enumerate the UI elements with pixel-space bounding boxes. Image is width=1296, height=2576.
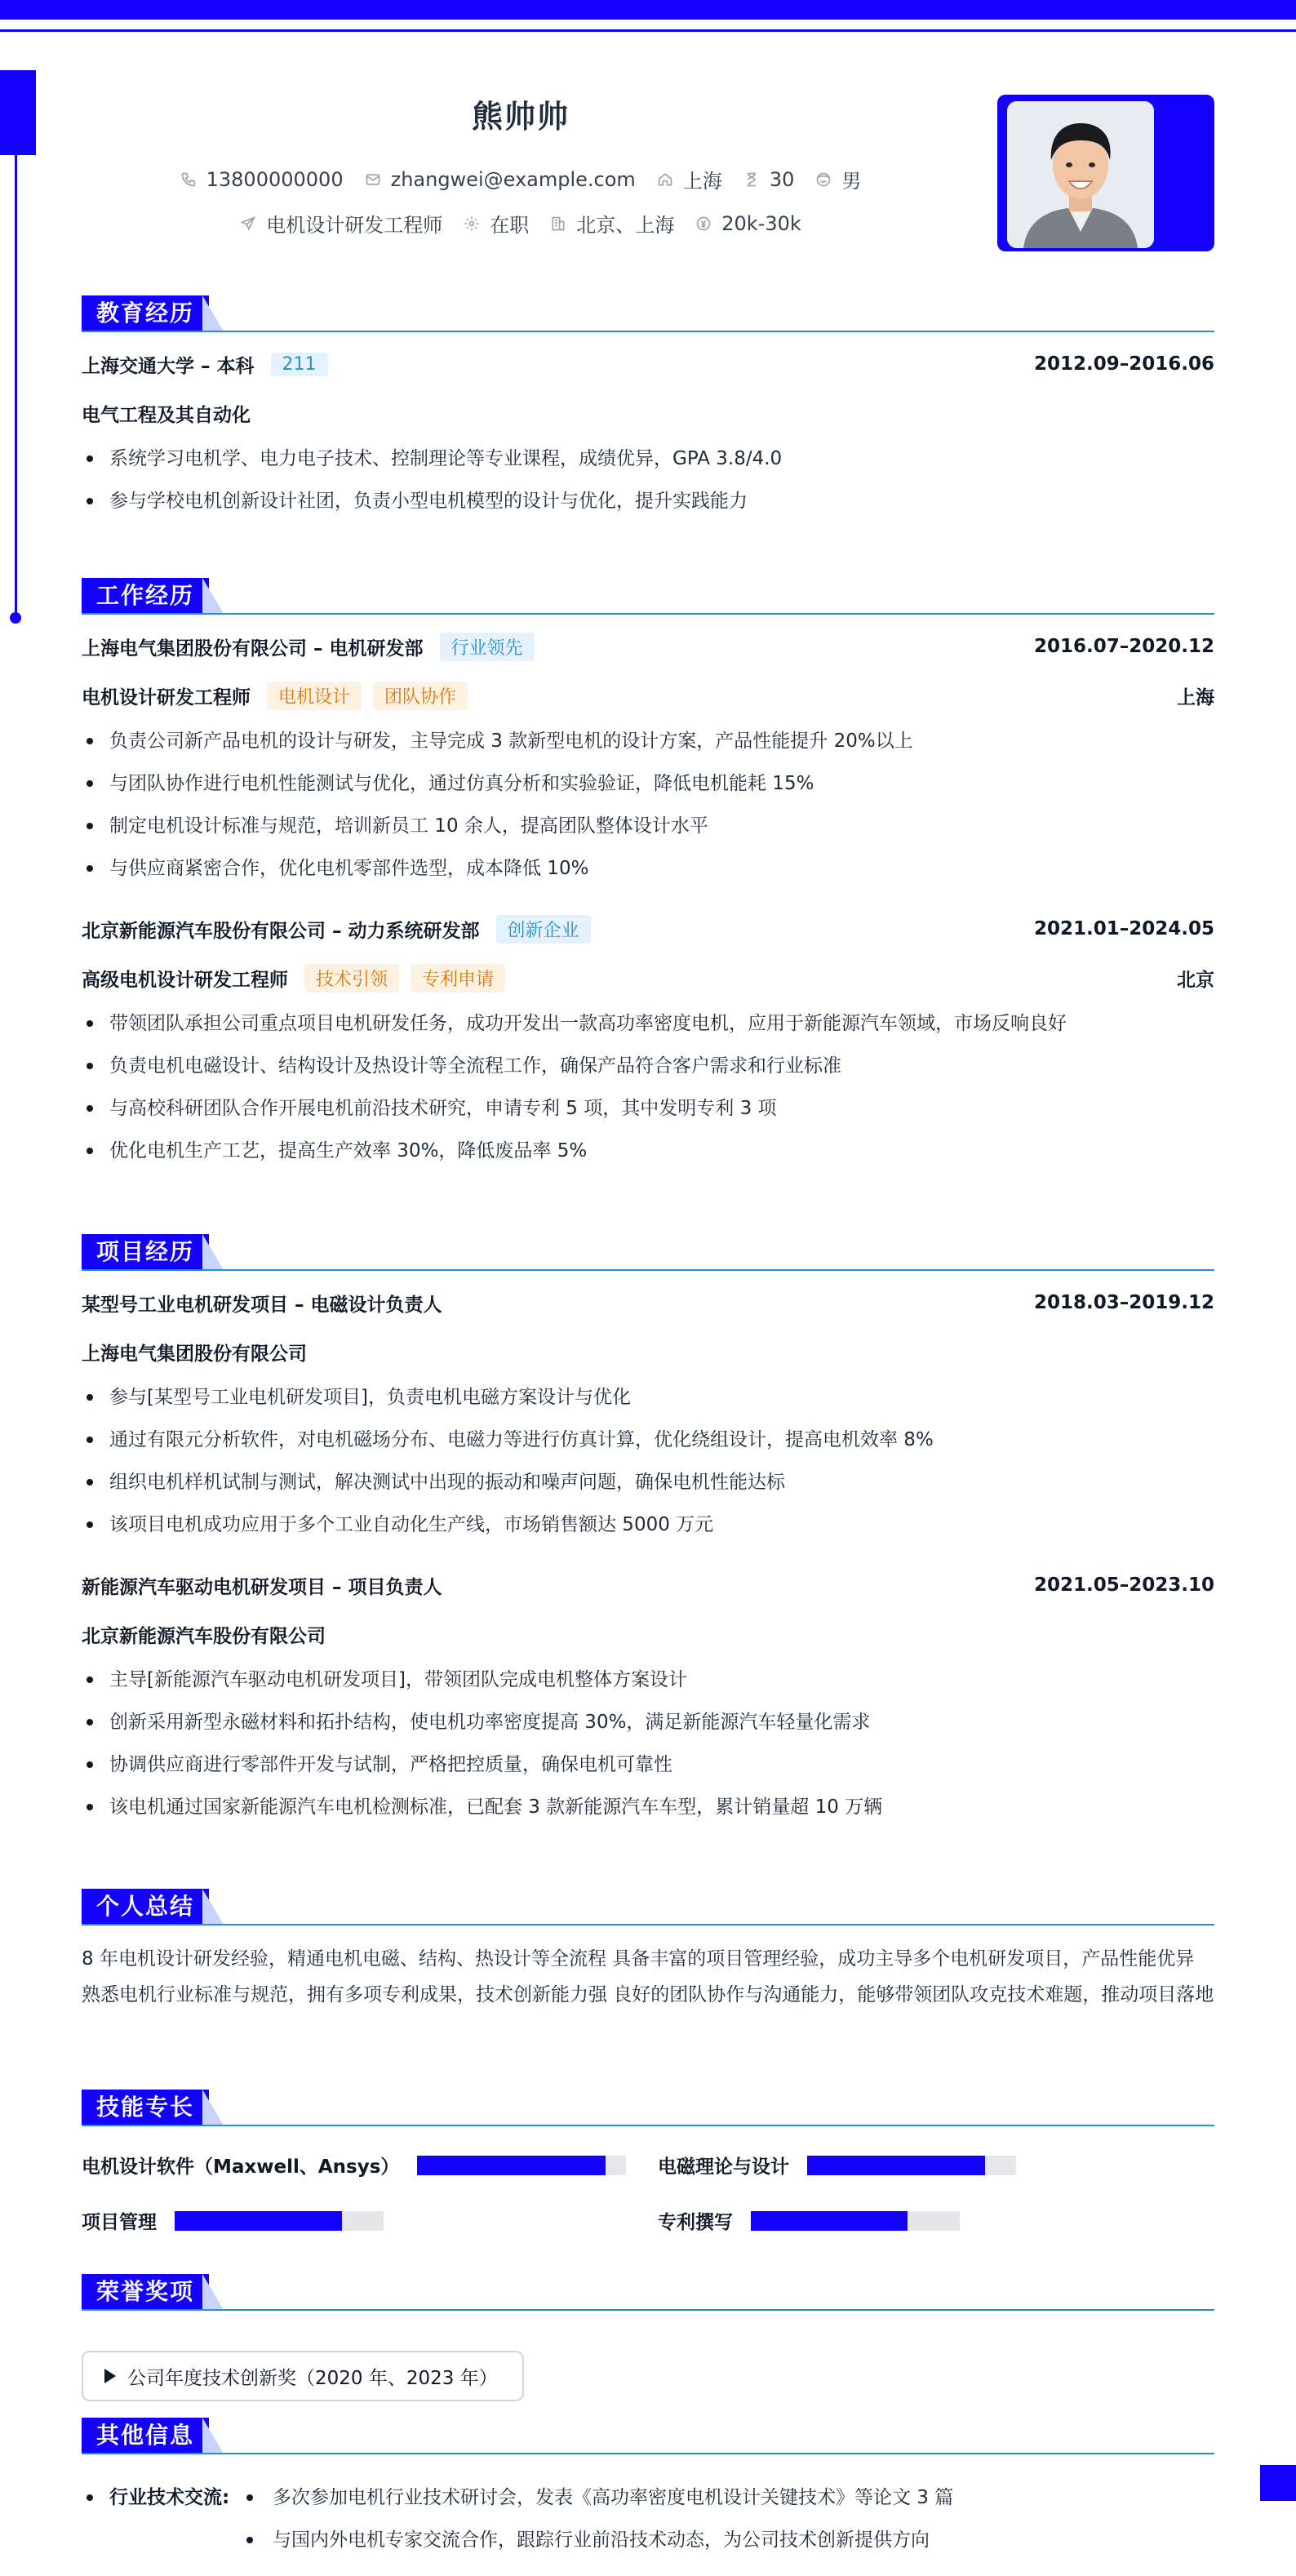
list-item: 与供应商紧密合作，优化电机零部件选型，成本降低 10% (82, 847, 1214, 890)
contact-position (240, 209, 442, 238)
phone-icon (180, 171, 197, 188)
skill-bar (417, 2156, 626, 2175)
list-item: 系统学习电机学、电力电子技术、控制理论等专业课程，成绩优异，GPA 3.8/4.0 (82, 437, 1214, 480)
resume-header (82, 0, 1214, 278)
skill-item (658, 2152, 1016, 2178)
list-item: 负责公司新产品电机的设计与研发，主导完成 3 款新型电机的设计方案，产品性能提升 20%以上 (82, 720, 1214, 762)
section-title-tab (202, 1889, 224, 1925)
skill-item (82, 2207, 384, 2234)
email-text: zhangwei@example.com (390, 167, 636, 191)
role-tag: 专利申请 (411, 964, 505, 993)
section-honors (82, 2274, 1214, 2389)
project-date: 2021.05–2023.10 (1033, 1574, 1214, 1596)
section-divider (82, 1924, 1214, 1925)
age-text: 30 (769, 167, 795, 191)
award-text: 公司年度技术创新奖（2020 年、2023 年） (127, 2367, 498, 2389)
gear-icon (464, 215, 480, 232)
education-date: 2012.09–2016.06 (1033, 353, 1214, 375)
school-name: 上海交通大学 – 本科 (82, 355, 255, 377)
major-name: 电气工程及其自动化 (82, 404, 251, 426)
job-role-row (82, 953, 1214, 1002)
section-header (82, 1889, 1214, 1926)
section-title: 项目经历 (82, 1234, 209, 1270)
job-date: 2016.07–2020.12 (1033, 636, 1214, 657)
mail-icon (365, 171, 381, 188)
section-divider (82, 331, 1214, 332)
contact-city (550, 209, 674, 238)
section-education (82, 295, 1214, 522)
section-header (82, 2418, 1214, 2455)
skill-bar-fill (807, 2156, 985, 2175)
contact-email (365, 165, 636, 193)
project-company-row (82, 1610, 1214, 1659)
skill-item (658, 2207, 960, 2234)
job-company-row (82, 622, 1214, 671)
contact-status (464, 209, 529, 238)
section-title-tab (202, 1234, 224, 1270)
other-info (82, 2455, 1214, 2561)
project-row (82, 1278, 1214, 1327)
other-info-item (82, 2476, 1214, 2561)
list-item: 该项目电机成功应用于多个工业自动化生产线，市场销售额达 5000 万元 (82, 1503, 1214, 1546)
contact-gender (815, 165, 861, 193)
section-title: 个人总结 (82, 1889, 209, 1925)
skill-bar-fill (417, 2156, 605, 2175)
section-divider (82, 613, 1214, 615)
project-row (82, 1561, 1214, 1610)
job-role-row (82, 671, 1214, 720)
skill-bar (751, 2211, 960, 2231)
skill-name: 电机设计软件（Maxwell、Ansys） (82, 2156, 400, 2178)
section-title: 荣誉奖项 (82, 2274, 209, 2310)
company-name: 北京新能源汽车股份有限公司 – 动力系统研发部 (82, 920, 480, 942)
city-text: 北京、上海 (576, 214, 675, 237)
list-item: 协调供应商进行零部件开发与试制，严格把控质量，确保电机可靠性 (82, 1743, 1214, 1786)
skill-bar (807, 2156, 1016, 2175)
education-bullets (82, 437, 1214, 522)
side-accent-line (15, 155, 17, 617)
project-bullets (82, 1376, 1214, 1546)
section-title-tab (202, 578, 224, 614)
section-title: 其他信息 (82, 2418, 209, 2454)
avatar (1007, 101, 1154, 248)
list-item: 与国内外电机专家交流合作，跟踪行业前沿技术动态，为公司技术创新提供方向 (242, 2519, 953, 2561)
project-bullets (82, 1659, 1214, 1828)
section-work (82, 578, 1214, 1172)
skills-grid (82, 2127, 1214, 2241)
job-bullets (82, 1002, 1214, 1172)
project-company: 上海电气集团股份有限公司 (82, 1343, 307, 1365)
status-text: 在职 (490, 214, 530, 237)
corner-accent-block (1260, 2465, 1296, 2501)
company-name: 上海电气集团股份有限公司 – 电机研发部 (82, 637, 424, 660)
send-icon (240, 215, 256, 232)
project-company-row (82, 1327, 1214, 1376)
list-item: 创新采用新型永磁材料和拓扑结构，使电机功率密度提高 30%，满足新能源汽车轻量化需求 (82, 1701, 1214, 1743)
job-bullets (82, 720, 1214, 890)
skill-bar-fill (175, 2211, 342, 2231)
role-tag: 电机设计 (267, 682, 362, 710)
role-tag: 技术引领 (304, 964, 399, 993)
resume-page (82, 0, 1214, 2551)
section-title-tab (202, 2090, 224, 2125)
contact-row-career (82, 209, 960, 238)
list-item: 制定电机设计标准与规范，培训新员工 10 余人，提高团队整体设计水平 (82, 805, 1214, 847)
list-item: 参与学校电机创新设计社团，负责小型电机模型的设计与优化，提升实践能力 (82, 480, 1214, 522)
skill-name: 专利撰写 (658, 2212, 733, 2233)
skill-bar (175, 2211, 384, 2231)
contact-row-basic (82, 165, 960, 193)
candidate-name: 熊帅帅 (471, 99, 570, 135)
section-title: 技能专长 (82, 2090, 209, 2125)
section-skills (82, 2090, 1214, 2241)
contact-location (657, 165, 722, 193)
list-item: 该电机通过国家新能源汽车电机检测标准，已配套 3 款新能源汽车车型，累计销量超 10 万辆 (82, 1786, 1214, 1828)
skill-name: 项目管理 (82, 2212, 157, 2233)
list-item: 参与[某型号工业电机研发项目]，负责电机电磁方案设计与优化 (82, 1376, 1214, 1419)
other-info-label: 行业技术交流: (82, 2476, 242, 2561)
summary-text: 8 年电机设计研发经验，精通电机电磁、结构、热设计等全流程 具备丰富的项目管理经验，成功主导多个电机研发项目，产品性能优异 熟悉电机行业标准与规范，拥有多项专利成果，技术创新能力强 良好的团队协作与沟通能力，能够带领团队攻克技术难题，推动项目落地 (82, 1948, 1214, 2005)
company-tag: 创新企业 (496, 915, 591, 944)
other-info-list (242, 2476, 953, 2561)
section-divider (82, 2453, 1214, 2454)
list-item: 主导[新能源汽车驱动电机研发项目]，带领团队完成电机整体方案设计 (82, 1659, 1214, 1701)
project-name: 新能源汽车驱动电机研发项目 – 项目负责人 (82, 1576, 442, 1598)
skill-item (82, 2152, 626, 2178)
play-arrow-icon (104, 2369, 116, 2383)
section-summary (82, 1889, 1214, 2013)
list-item: 优化电机生产工艺，提高生产效率 30%，降低废品率 5% (82, 1130, 1214, 1172)
side-accent-dot (10, 612, 21, 624)
section-projects (82, 1234, 1214, 1828)
section-header (82, 2274, 1214, 2312)
section-other (82, 2418, 1214, 2561)
job-city: 上海 (1177, 686, 1214, 708)
role-name: 电机设计研发工程师 (82, 686, 251, 708)
contact-salary (695, 209, 801, 238)
building-icon (550, 215, 566, 232)
education-row (82, 340, 1214, 389)
section-divider (82, 2309, 1214, 2311)
section-header (82, 2090, 1214, 2127)
section-divider (82, 1269, 1214, 1271)
coin-icon (695, 215, 712, 232)
list-item: 与团队协作进行电机性能测试与优化，通过仿真分析和实验验证，降低电机能耗 15% (82, 762, 1214, 805)
section-header (82, 295, 1214, 333)
skill-bar-fill (751, 2211, 908, 2231)
photo-frame (997, 95, 1214, 251)
project-company: 北京新能源汽车股份有限公司 (82, 1625, 326, 1647)
school-tag: 211 (271, 353, 328, 376)
list-item: 与高校科研团队合作开展电机前沿技术研究，申请专利 5 项，其中发明专利 3 项 (82, 1087, 1214, 1130)
job-company-row (82, 904, 1214, 953)
project-date: 2018.03–2019.12 (1033, 1292, 1214, 1313)
company-tag: 行业领先 (440, 633, 535, 661)
phone-text: 13800000000 (206, 167, 344, 191)
contact-age (743, 165, 795, 193)
hourglass-icon (743, 171, 760, 188)
award-chip (82, 2351, 524, 2401)
major-row (82, 389, 1214, 437)
contact-phone (180, 165, 344, 193)
home-icon (657, 171, 673, 188)
list-item: 组织电机样机试制与测试，解决测试中出现的振动和噪声问题，确保电机性能达标 (82, 1461, 1214, 1503)
role-name: 高级电机设计研发工程师 (82, 969, 288, 991)
section-title: 教育经历 (82, 295, 209, 331)
section-title-tab (202, 2274, 224, 2310)
face-icon (815, 171, 832, 188)
section-title-tab (202, 295, 224, 331)
section-header (82, 1234, 1214, 1272)
side-accent-block (0, 70, 36, 155)
job-date: 2021.01–2024.05 (1033, 918, 1214, 939)
list-item: 负责电机电磁设计、结构设计及热设计等全流程工作，确保产品符合客户需求和行业标准 (82, 1045, 1214, 1087)
job-city: 北京 (1177, 969, 1214, 991)
project-name: 某型号工业电机研发项目 – 电磁设计负责人 (82, 1294, 442, 1316)
salary-text: 20k-30k (721, 211, 801, 235)
section-title-tab (202, 2418, 224, 2454)
section-divider (82, 2125, 1214, 2126)
position-text: 电机设计研发工程师 (266, 214, 443, 237)
role-tag: 团队协作 (373, 682, 468, 710)
list-item: 多次参加电机行业技术研讨会，发表《高功率密度电机设计关键技术》等论文 3 篇 (242, 2476, 953, 2519)
location-text: 上海 (682, 170, 722, 193)
skill-name: 电磁理论与设计 (658, 2156, 789, 2178)
list-item: 通过有限元分析软件，对电机磁场分布、电磁力等进行仿真计算，优化绕组设计，提高电机效率 8% (82, 1419, 1214, 1461)
section-title: 工作经历 (82, 578, 209, 614)
section-header (82, 578, 1214, 615)
list-item: 带领团队承担公司重点项目电机研发任务，成功开发出一款高功率密度电机，应用于新能源汽车领域，市场反响良好 (82, 1002, 1214, 1045)
gender-text: 男 (841, 170, 862, 193)
